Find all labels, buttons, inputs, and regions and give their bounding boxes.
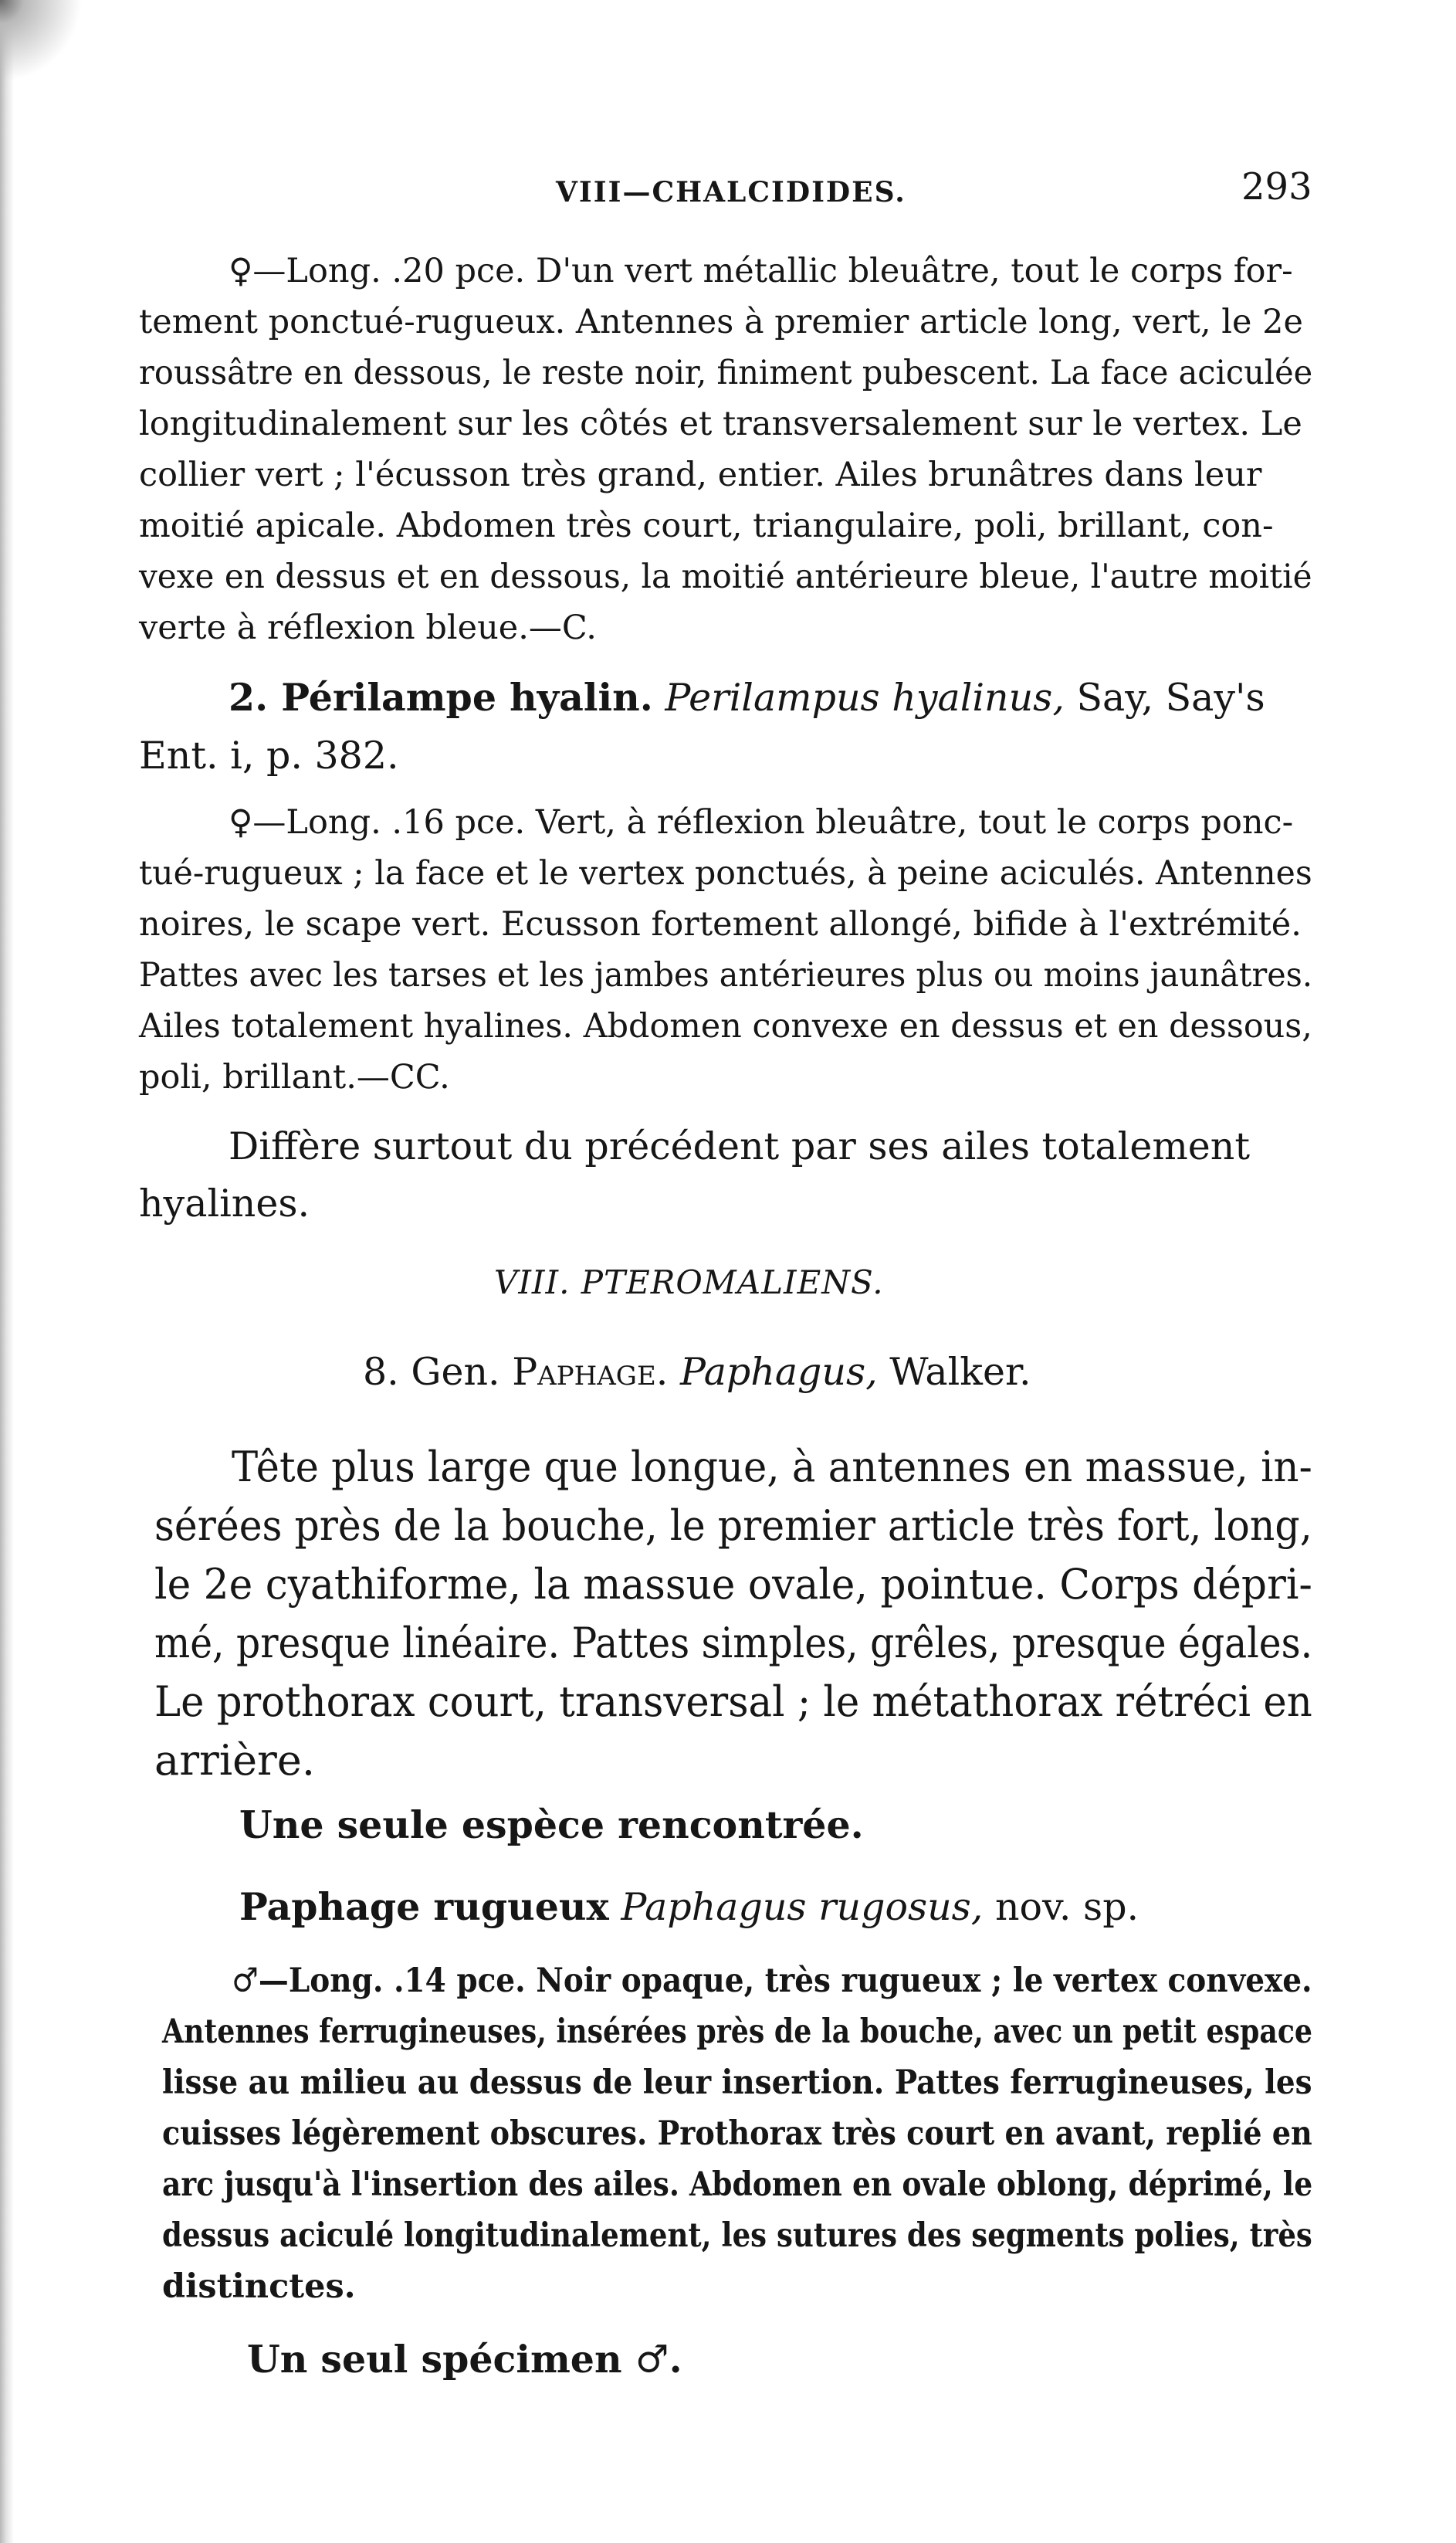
text-line: roussâtre en dessous, le reste noir, finiment pubescent. La face aciculée (139, 354, 1313, 392)
text-line: distinctes. (162, 2267, 356, 2306)
text-line: collier vert ; l'écusson très grand, entier. Ailes brunâtres dans leur (139, 456, 1262, 494)
text-line: tué-rugueux ; la face et le vertex ponctués, à peine aciculés. Antennes (139, 854, 1312, 893)
text-line: Pattes avec les tarses et les jambes antérieures plus ou moins jaunâtres. (139, 956, 1313, 995)
species-2-number-name: 2. Périlampe hyalin. (229, 675, 653, 720)
text-line: Ailes totalement hyalines. Abdomen convexe en dessus et en dessous, (139, 1007, 1312, 1046)
species-rugosus-name: Paphage rugueux (239, 1884, 609, 1929)
text-line: ♀—Long. .16 pce. Vert, à réflexion bleuâtre, tout le corps ponc- (229, 803, 1294, 842)
closing-specimen-note: Un seul spécimen ♂. (247, 2337, 682, 2382)
species-rugosus-status: nov. sp. (994, 1885, 1139, 1929)
genus-name: Paphage. (512, 1350, 669, 1394)
text-line: moitié apicale. Abdomen très court, triangulaire, poli, brillant, con- (139, 507, 1274, 545)
page-corner-smudge (0, 0, 93, 93)
species-2-latin-name: Perilampus hyalinus, (665, 676, 1065, 720)
species-2-reference: Ent. i, p. 382. (139, 734, 399, 778)
text-line: cuisses légèrement obscures. Prothorax très court en avant, replié en (162, 2114, 1312, 2153)
page-number: 293 (1241, 165, 1312, 209)
text-line: ♀—Long. .20 pce. D'un vert métallic bleuâtre, tout le corps for- (229, 252, 1293, 290)
species-2-author: Say, Say's (1076, 676, 1265, 720)
text-line: hyalines. (139, 1182, 310, 1226)
text-line: Tête plus large que longue, à antennes en massue, in- (232, 1443, 1312, 1491)
text-line: mé, presque linéaire. Pattes simples, grêles, presque égales. (154, 1619, 1313, 1667)
text-line: ♂—Long. .14 pce. Noir opaque, très rugueux ; le vertex convexe. (232, 1962, 1312, 2000)
genus-latin: Paphagus, (679, 1350, 878, 1394)
text-line: Antennes ferrugineuses, insérées près de la bouche, avec un petit espace (162, 2012, 1312, 2051)
text-line: verte à réflexion bleue.—C. (139, 609, 597, 647)
text-line: Le prothorax court, transversal ; le métathorax rétréci en (154, 1677, 1312, 1726)
text-line: le 2e cyathiforme, la massue ovale, pointue. Corps dépri- (154, 1560, 1312, 1609)
genus-author: Walker. (889, 1350, 1031, 1394)
text-line: lisse au milieu au dessus de leur insertion. Pattes ferrugineuses, les (162, 2063, 1312, 2102)
text-line: sérées près de la bouche, le premier article très fort, long, (154, 1501, 1312, 1550)
page-left-edge-shadow (0, 0, 14, 2543)
text-line: Diffère surtout du précédent par ses ailes totalement (229, 1124, 1251, 1168)
text-line: vexe en dessus et en dessous, la moitié antérieure bleue, l'autre moitié (139, 558, 1312, 596)
text-line: noires, le scape vert. Ecusson fortement allongé, bifide à l'extrémité. (139, 905, 1302, 944)
genus-prefix: 8. Gen. (363, 1350, 500, 1394)
single-species-note: Une seule espèce rencontrée. (239, 1802, 864, 1847)
running-title: VIII—CHALCIDIDES. (556, 176, 906, 209)
section-title: VIII. PTEROMALIENS. (494, 1263, 884, 1301)
text-line: tement ponctué-rugueux. Antennes à premier article long, vert, le 2e (139, 303, 1303, 341)
species-rugosus-heading (239, 1884, 1139, 1929)
species-2-heading (229, 675, 1265, 720)
text-line: poli, brillant.—CC. (139, 1058, 450, 1097)
text-line: dessus aciculé longitudinalement, les sutures des segments polies, très (162, 2216, 1312, 2255)
genus-heading (363, 1350, 1031, 1394)
text-line: longitudinalement sur les côtés et transversalement sur le vertex. Le (139, 405, 1302, 443)
text-line: arrière. (154, 1736, 315, 1785)
species-rugosus-latin: Paphagus rugosus, (621, 1885, 984, 1929)
text-line: arc jusqu'à l'insertion des ailes. Abdomen en ovale oblong, déprimé, le (162, 2165, 1313, 2204)
